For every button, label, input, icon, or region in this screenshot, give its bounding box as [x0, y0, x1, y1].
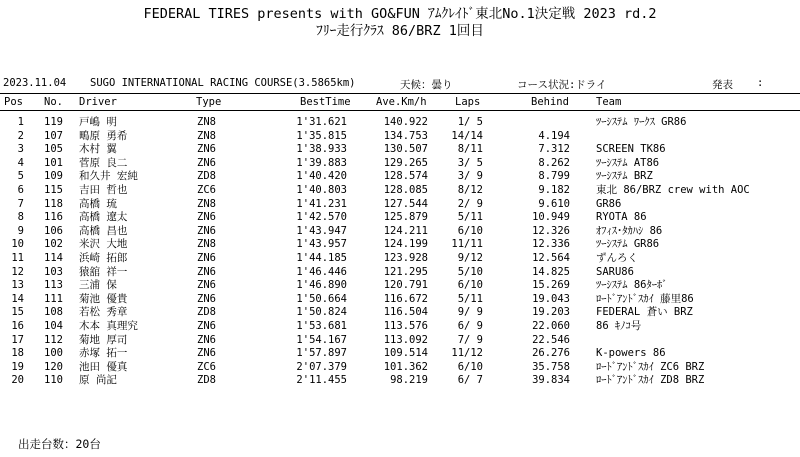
cell-laps: 6/ 9 — [457, 320, 483, 332]
cell-avg-speed: 125.879 — [383, 211, 428, 224]
cell-type: ZN6 — [197, 252, 216, 264]
event-date: 2023.11.04 — [3, 77, 67, 89]
cell-behind: 9.610 — [538, 197, 570, 210]
table-row — [0, 143, 800, 157]
cell-team: ｵﾌｨｽ･ﾀｶﾊｼ 86 — [596, 224, 663, 237]
table-row — [0, 252, 800, 266]
document-title: FEDERAL TIRES presents with GO&FUN ｱﾑｸﾚｲﾄﾞ東北No.1決定戦 2023 rd.2 — [143, 6, 657, 22]
cell-team: ﾂｰｼｽﾃﾑ AT86 — [596, 156, 660, 169]
cell-laps: 6/ 7 — [457, 374, 483, 387]
cell-besttime: 1'31.621 — [296, 116, 347, 128]
cell-laps: 3/ 9 — [457, 170, 483, 183]
cell-driver: 浜崎 拓郎 — [79, 252, 128, 264]
cell-no: 119 — [44, 116, 63, 128]
cell-besttime: 1'57.897 — [296, 347, 347, 360]
cell-besttime: 2'07.379 — [296, 360, 347, 373]
cell-pos: 14 — [11, 292, 24, 305]
cell-laps: 1/ 5 — [457, 116, 483, 128]
cell-type: ZD8 — [197, 374, 216, 387]
table-row — [0, 293, 800, 307]
cell-besttime: 1'43.957 — [296, 238, 347, 251]
cell-laps: 11/11 — [451, 238, 483, 251]
cell-pos: 11 — [11, 252, 24, 264]
cell-besttime: 1'50.824 — [296, 306, 347, 319]
cell-laps: 6/10 — [457, 279, 483, 292]
cell-type: ZN6 — [197, 347, 216, 360]
cell-pos: 16 — [11, 320, 24, 332]
cell-behind: 12.326 — [532, 224, 570, 237]
cell-behind: 8.799 — [538, 170, 570, 183]
cell-team: GR86 — [596, 197, 622, 210]
cell-behind: 35.758 — [532, 360, 570, 373]
cell-type: ZN6 — [197, 292, 216, 305]
cell-behind: 26.276 — [532, 347, 570, 360]
cell-driver: 菊地 厚司 — [79, 333, 128, 346]
cell-besttime: 1'41.231 — [296, 197, 347, 210]
table-row — [0, 347, 800, 361]
cell-pos: 12 — [11, 265, 24, 278]
cell-laps: 5/10 — [457, 265, 483, 278]
cell-besttime: 1'39.883 — [296, 156, 347, 169]
cell-team: SCREEN TK86 — [596, 143, 666, 156]
cell-laps: 5/11 — [457, 211, 483, 224]
table-row — [0, 198, 800, 212]
cell-type: ZN6 — [197, 320, 216, 332]
cell-avg-speed: 98.219 — [390, 374, 428, 387]
cell-type: ZN6 — [197, 265, 216, 278]
header-type: Type — [196, 96, 222, 108]
table-row — [0, 334, 800, 348]
cell-team: ﾛｰﾄﾞｱﾝﾄﾞｽｶｲ ZC6 BRZ — [596, 360, 705, 373]
cell-avg-speed: 128.574 — [383, 170, 428, 183]
cell-pos: 9 — [17, 224, 24, 237]
cell-avg-speed: 127.544 — [383, 197, 428, 210]
cell-pos: 3 — [17, 143, 24, 156]
cell-avg-speed: 113.092 — [383, 333, 428, 346]
cell-no: 109 — [44, 170, 63, 183]
cell-driver: 菊池 優貴 — [79, 292, 128, 305]
cell-besttime: 1'46.890 — [296, 279, 347, 292]
cell-team: ﾛｰﾄﾞｱﾝﾄﾞｽｶｲ ZD8 BRZ — [596, 374, 705, 387]
cell-avg-speed: 120.791 — [383, 279, 428, 292]
cell-type: ZN6 — [197, 224, 216, 237]
track-condition: コース状況:ドライ — [517, 79, 607, 91]
header-avg-speed: Ave.Km/h — [376, 96, 427, 108]
cell-driver: 和久井 宏純 — [79, 170, 138, 183]
table-row — [0, 130, 800, 144]
cell-avg-speed: 121.295 — [383, 265, 428, 278]
cell-behind: 19.203 — [532, 306, 570, 319]
cell-driver: 高橋 昌也 — [79, 224, 128, 237]
cell-no: 107 — [44, 129, 63, 142]
cell-laps: 3/ 5 — [457, 156, 483, 169]
table-row — [0, 266, 800, 280]
cell-behind: 10.949 — [532, 211, 570, 224]
cell-type: ZD8 — [197, 306, 216, 319]
cell-type: ZN8 — [197, 116, 216, 128]
cell-pos: 20 — [11, 374, 24, 387]
cell-besttime: 1'42.570 — [296, 211, 347, 224]
cell-no: 118 — [44, 197, 63, 210]
header-team: Team — [596, 96, 622, 108]
table-row — [0, 184, 800, 198]
cell-avg-speed: 124.211 — [383, 224, 428, 237]
cell-pos: 6 — [17, 184, 24, 196]
cell-team: SARU86 — [596, 265, 634, 278]
cell-behind: 9.182 — [538, 184, 570, 196]
header-behind: Behind — [531, 96, 569, 108]
table-row — [0, 238, 800, 252]
cell-pos: 7 — [17, 197, 24, 210]
table-row — [0, 374, 800, 388]
cell-laps: 8/12 — [457, 184, 483, 196]
cell-pos: 17 — [11, 333, 24, 346]
cell-avg-speed: 109.514 — [383, 347, 428, 360]
cell-no: 113 — [44, 279, 63, 292]
cell-avg-speed: 116.672 — [383, 292, 428, 305]
cell-driver: 猿舘 祥一 — [79, 265, 128, 278]
table-row — [0, 279, 800, 293]
course-name: SUGO INTERNATIONAL RACING COURSE(3.5865km) — [90, 77, 356, 89]
cell-laps: 6/10 — [457, 224, 483, 237]
cell-no: 103 — [44, 265, 63, 278]
cell-avg-speed: 113.576 — [383, 320, 428, 332]
cell-no: 116 — [44, 211, 63, 224]
cell-team: FEDERAL 蒼い BRZ — [596, 306, 693, 319]
table-row — [0, 320, 800, 334]
cell-team: K-powers 86 — [596, 347, 666, 360]
cell-behind: 22.060 — [532, 320, 570, 332]
cell-type: ZC6 — [197, 184, 216, 196]
cell-besttime: 1'50.664 — [296, 292, 347, 305]
cell-laps: 9/12 — [457, 252, 483, 264]
cell-behind: 22.546 — [532, 333, 570, 346]
cell-team: ﾂｰｼｽﾃﾑ ﾜｰｸｽ GR86 — [596, 116, 687, 128]
cell-team: ﾂｰｼｽﾃﾑ 86ﾀｰﾎﾞ — [596, 279, 668, 292]
cell-pos: 19 — [11, 360, 24, 373]
cell-type: ZC6 — [197, 360, 216, 373]
cell-behind: 19.043 — [532, 292, 570, 305]
cell-avg-speed: 116.504 — [383, 306, 428, 319]
cell-team: RYOTA 86 — [596, 211, 647, 224]
cell-driver: 米沢 大地 — [79, 238, 128, 251]
cell-type: ZN8 — [197, 129, 216, 142]
cell-pos: 13 — [11, 279, 24, 292]
cell-avg-speed: 129.265 — [383, 156, 428, 169]
cell-behind: 8.262 — [538, 156, 570, 169]
cell-no: 101 — [44, 156, 63, 169]
cell-laps: 2/ 9 — [457, 197, 483, 210]
cell-avg-speed: 123.928 — [383, 252, 428, 264]
weather-status: 天候：曇り — [400, 79, 453, 91]
cell-besttime: 1'35.815 — [296, 129, 347, 142]
table-row — [0, 225, 800, 239]
table-row — [0, 170, 800, 184]
cell-besttime: 1'38.933 — [296, 143, 347, 156]
cell-driver: 三浦 保 — [79, 279, 117, 292]
cell-driver: 木本 真理究 — [79, 320, 138, 332]
header-laps: Laps — [455, 96, 481, 108]
cell-no: 108 — [44, 306, 63, 319]
cell-besttime: 1'40.803 — [296, 184, 347, 196]
cell-laps: 6/10 — [457, 360, 483, 373]
cell-no: 110 — [44, 374, 63, 387]
cell-pos: 1 — [17, 116, 24, 128]
cell-no: 105 — [44, 143, 63, 156]
cell-team: 86 ｷﾉｺ号 — [596, 320, 642, 332]
cell-avg-speed: 134.753 — [383, 129, 428, 142]
cell-team: 東北 86/BRZ crew with AOC — [596, 184, 750, 196]
cell-laps: 9/ 9 — [457, 306, 483, 319]
cell-driver: 高橋 琉 — [79, 197, 117, 210]
announce-label: 発表 — [712, 79, 733, 91]
cell-besttime: 1'46.446 — [296, 265, 347, 278]
cell-team: ﾂｰｼｽﾃﾑ BRZ — [596, 170, 653, 183]
cell-no: 106 — [44, 224, 63, 237]
cell-type: ZN8 — [197, 238, 216, 251]
cell-no: 104 — [44, 320, 63, 332]
session-subtitle: ﾌﾘｰ走行ｸﾗｽ 86/BRZ 1回目 — [316, 23, 484, 39]
cell-no: 102 — [44, 238, 63, 251]
header-bottom-rule — [0, 110, 800, 111]
header-pos: Pos — [4, 96, 23, 108]
cell-type: ZN6 — [197, 279, 216, 292]
cell-driver: 吉田 哲也 — [79, 184, 128, 196]
cell-pos: 18 — [11, 347, 24, 360]
cell-type: ZN6 — [197, 211, 216, 224]
cell-laps: 8/11 — [457, 143, 483, 156]
table-row — [0, 306, 800, 320]
cell-team: ﾂｰｼｽﾃﾑ GR86 — [596, 238, 660, 251]
cell-besttime: 1'40.420 — [296, 170, 347, 183]
cell-team: ずんろく — [596, 252, 638, 264]
cell-type: ZD8 — [197, 170, 216, 183]
cell-laps: 11/12 — [451, 347, 483, 360]
cell-driver: 菅原 良二 — [79, 156, 128, 169]
cell-driver: 赤塚 拓一 — [79, 347, 128, 360]
cell-driver: 鴫原 勇希 — [79, 129, 128, 142]
cell-behind: 4.194 — [538, 129, 570, 142]
cell-avg-speed: 124.199 — [383, 238, 428, 251]
table-row — [0, 211, 800, 225]
cell-no: 112 — [44, 333, 63, 346]
cell-behind: 12.336 — [532, 238, 570, 251]
header-besttime: BestTime — [300, 96, 351, 108]
table-row — [0, 361, 800, 375]
cell-behind: 15.269 — [532, 279, 570, 292]
cell-behind: 14.825 — [532, 265, 570, 278]
header-driver: Driver — [79, 96, 117, 108]
cell-laps: 5/11 — [457, 292, 483, 305]
cell-type: ZN6 — [197, 156, 216, 169]
cell-avg-speed: 101.362 — [383, 360, 428, 373]
header-top-rule — [0, 93, 800, 94]
cell-pos: 2 — [17, 129, 24, 142]
cell-besttime: 1'44.185 — [296, 252, 347, 264]
cell-no: 111 — [44, 292, 63, 305]
cell-pos: 10 — [11, 238, 24, 251]
cell-behind: 7.312 — [538, 143, 570, 156]
cell-besttime: 1'53.681 — [296, 320, 347, 332]
cell-laps: 7/ 9 — [457, 333, 483, 346]
cell-avg-speed: 140.922 — [383, 116, 428, 128]
cell-no: 100 — [44, 347, 63, 360]
cell-besttime: 1'43.947 — [296, 224, 347, 237]
cell-pos: 4 — [17, 156, 24, 169]
table-row — [0, 157, 800, 171]
cell-type: ZN6 — [197, 333, 216, 346]
cell-driver: 原 尚記 — [79, 374, 117, 387]
cell-driver: 高橋 遼太 — [79, 211, 128, 224]
cell-no: 120 — [44, 360, 63, 373]
cell-besttime: 1'54.167 — [296, 333, 347, 346]
cell-no: 114 — [44, 252, 63, 264]
cell-avg-speed: 128.085 — [383, 184, 428, 196]
cell-driver: 木村 翼 — [79, 143, 117, 156]
announce-time: : — [757, 77, 764, 89]
cell-type: ZN6 — [197, 143, 216, 156]
header-no: No. — [44, 96, 63, 108]
cell-behind: 39.834 — [532, 374, 570, 387]
cell-type: ZN8 — [197, 197, 216, 210]
cell-driver: 若松 秀章 — [79, 306, 128, 319]
cell-besttime: 2'11.455 — [296, 374, 347, 387]
entries-count: 出走台数：20台 — [18, 437, 101, 451]
cell-no: 115 — [44, 184, 63, 196]
cell-driver: 戸嶋 明 — [79, 116, 117, 128]
table-row — [0, 116, 800, 130]
cell-avg-speed: 130.507 — [383, 143, 428, 156]
cell-team: ﾛｰﾄﾞｱﾝﾄﾞｽｶｲ 藤里86 — [596, 292, 694, 305]
cell-pos: 8 — [17, 211, 24, 224]
cell-behind: 12.564 — [532, 252, 570, 264]
cell-pos: 5 — [17, 170, 24, 183]
cell-driver: 池田 優真 — [79, 360, 128, 373]
cell-laps: 14/14 — [451, 129, 483, 142]
cell-pos: 15 — [11, 306, 24, 319]
